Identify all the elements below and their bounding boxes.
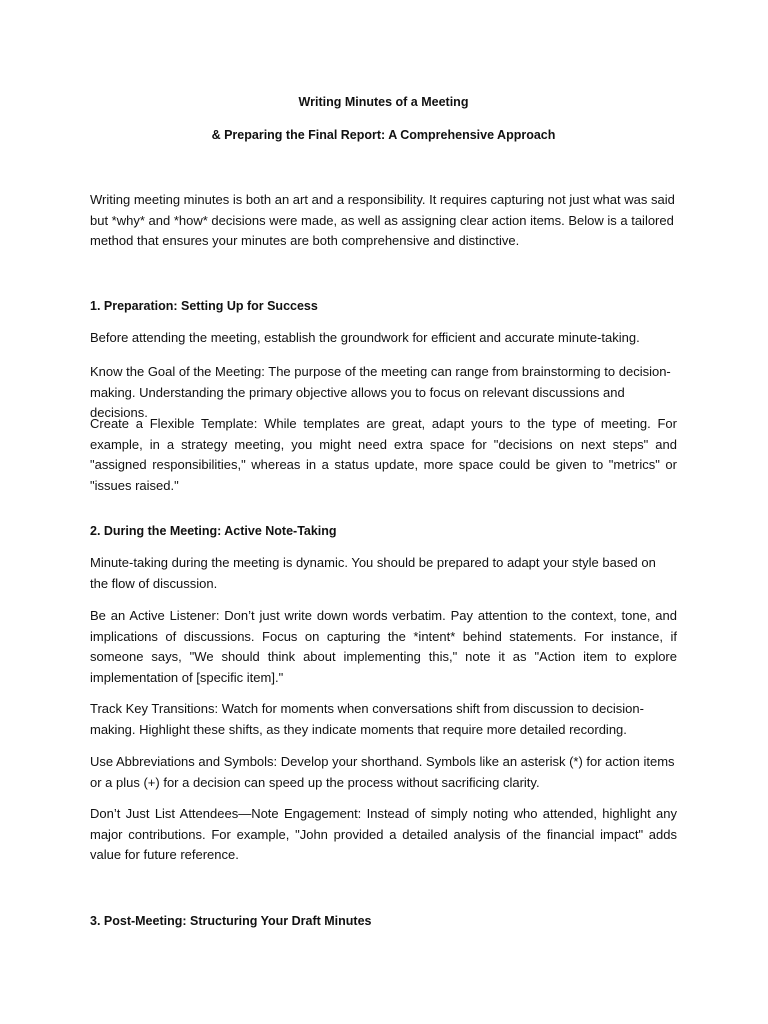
intro-paragraph: Writing meeting minutes is both an art and a responsibility. It requires capturing not just what was said but *why* and *how* decisions were made, as well as assigning clear action items. Below is a tailored method that ensures your minutes are both comprehensive and distinctive.: [90, 192, 675, 248]
section-2-paragraph-2: Be an Active Listener: Don’t just write down words verbatim. Pay attention to the context, tone, and implications of discussions. Focus on capturing the *intent* behind statements. For instance, if someone says, "We should think about implementing this," note it as "Action item to explore implementation of [specific item].": [90, 608, 677, 685]
section-2-paragraph-1: Minute-taking during the meeting is dynamic. You should be prepared to adapt your style based on the flow of discussion.: [90, 555, 656, 591]
section-1-heading: 1. Preparation: Setting Up for Success: [90, 299, 318, 313]
document-subtitle: & Preparing the Final Report: A Comprehensive Approach: [211, 128, 556, 142]
section-1-paragraph-1: Before attending the meeting, establish the groundwork for efficient and accurate minute-taking.: [90, 330, 640, 345]
section-3-heading: 3. Post-Meeting: Structuring Your Draft Minutes: [90, 914, 372, 928]
document-title: Writing Minutes of a Meeting: [298, 95, 469, 109]
section-2-paragraph-5: Don’t Just List Attendees—Note Engagement: Instead of simply noting who attended, highlight any major contributions. For example, "John provided a detailed analysis of the financial impact" adds value for future reference.: [90, 806, 677, 862]
section-1-paragraph-2: Know the Goal of the Meeting: The purpose of the meeting can range from brainstorming to decision-making. Understanding the primary objective allows you to focus on relevant discussions and decisions.: [90, 364, 671, 420]
section-2-paragraph-3: Track Key Transitions: Watch for moments when conversations shift from discussion to decision-making. Highlight these shifts, as they indicate moments that require more detailed recording.: [90, 701, 644, 737]
section-2-heading: 2. During the Meeting: Active Note-Taking: [90, 524, 337, 538]
section-2-paragraph-4: Use Abbreviations and Symbols: Develop your shorthand. Symbols like an asterisk (*) for action items or a plus (+) for a decision can speed up the process without sacrificing clarity.: [90, 754, 675, 790]
section-1-paragraph-3: Create a Flexible Template: While templates are great, adapt yours to the type of meeting. For example, in a strategy meeting, you might need extra space for "decisions on next steps" and "assigned responsibilities," whereas in a status update, more space could be given to "metrics" or "issues raised.": [90, 416, 677, 493]
